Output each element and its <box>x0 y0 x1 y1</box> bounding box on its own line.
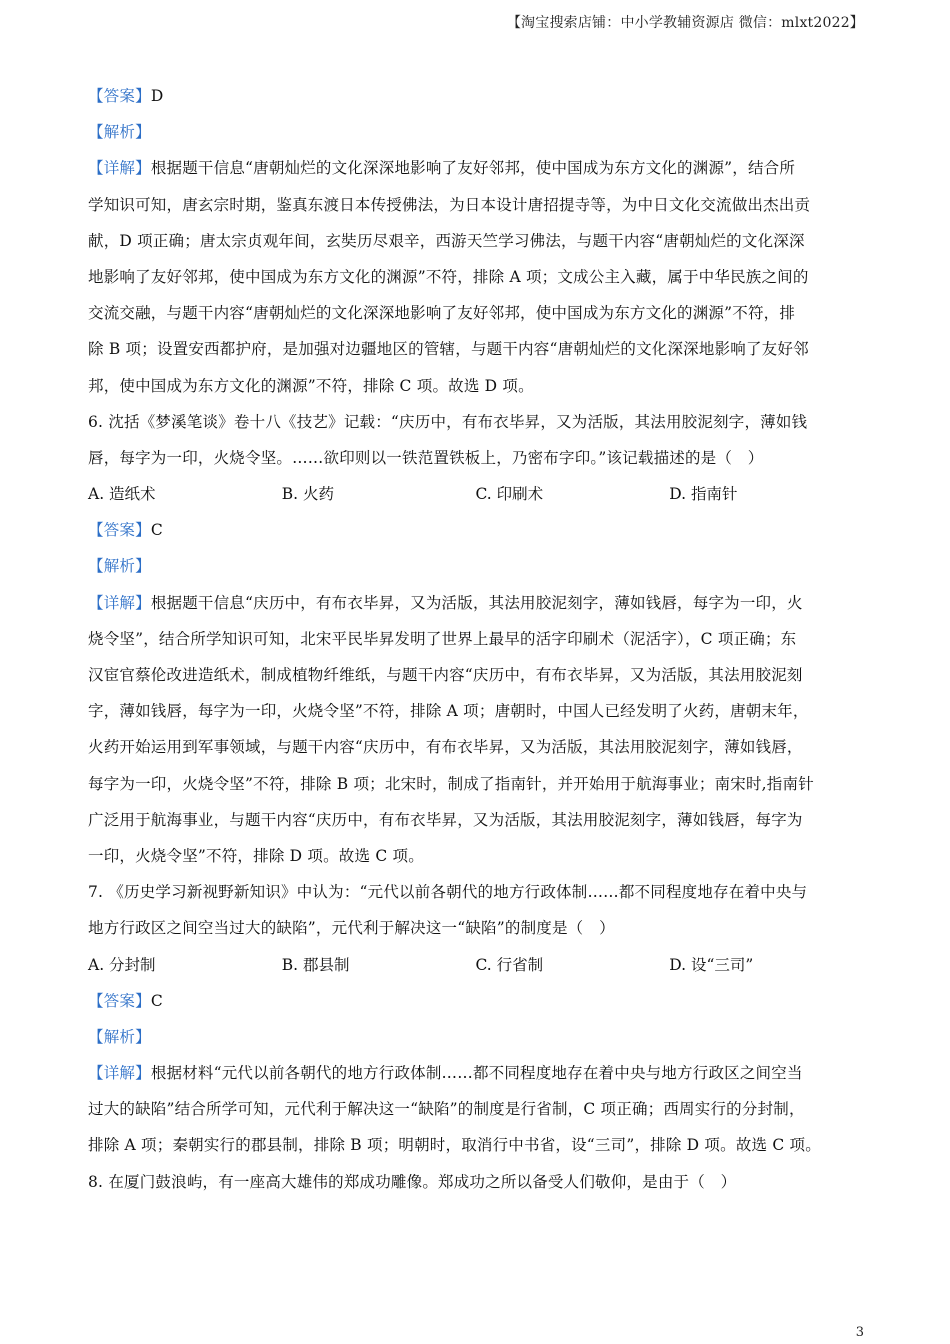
answer-value: C <box>150 521 163 540</box>
analysis-line <box>88 548 863 584</box>
option-a: A. 分封制 <box>88 955 156 974</box>
detail-line: 每字为一印，火烧令坚”不符，排除 B 项；北宋时，制成了指南针，并开始用于航海事业；南宋时,指南针 <box>88 774 814 793</box>
answer-line <box>88 983 863 1019</box>
detail-line: 一印，火烧令坚”不符，排除 D 项。故选 C 项。 <box>88 846 424 865</box>
detail-line: 烧令坚”，结合所学知识可知，北宋平民毕昇发明了世界上最早的活字印刷术（泥活字），C 项正确；东 <box>88 629 797 648</box>
detail-text: 根据题干信息“庆历中，有布衣毕昇，又为活版，其法用胶泥刻字，薄如钱唇，每字为一印，火 <box>150 593 803 612</box>
analysis-tag: 【解析】 <box>88 557 151 576</box>
question-stem: 7. 《历史学习新视野新知识》中认为：“元代以前各朝代的地方行政体制……都不同程度地存在着中央与 <box>88 883 808 902</box>
detail-line: 献，D 项正确；唐太宗贞观年间，玄奘历尽艰辛，西游天竺学习佛法，与题干内容“唐朝灿烂的文化深深 <box>88 231 805 250</box>
answer-tag: 【答案】 <box>88 87 151 105</box>
analysis-tag: 【解析】 <box>88 123 151 142</box>
option-a: A. 造纸术 <box>88 485 156 504</box>
question-stem: 6. 沈括《梦溪笔谈》卷十八《技艺》记载：“庆历中，有布衣毕昇，又为活版，其法用胶泥刻字，薄如钱 <box>88 412 808 431</box>
option-d: D. 指南针 <box>669 485 738 504</box>
detail-line: 汉宦官蔡伦改进造纸术，制成植物纤维纸，与题干内容“庆历中，有布衣毕昇，又为活版，其法用胶泥刻 <box>88 666 803 684</box>
analysis-tag: 【解析】 <box>88 1027 151 1046</box>
question-stem: 唇，每字为一印，火烧令坚。……欲印则以一铁范置铁板上，乃密布字印。”该记载描述的是（ ） <box>88 448 764 467</box>
detail-line: 地影响了友好邻邦，使中国成为东方文化的渊源”不符，排除 A 项；文成公主入藏，属于中华民族之间的 <box>88 267 809 286</box>
option-c: C. 印刷术 <box>475 485 544 504</box>
detail-line: 交流交融，与题干内容“唐朝灿烂的文化深深地影响了友好邻邦，使中国成为东方文化的渊源”不符，排 <box>88 304 796 323</box>
analysis-line <box>88 1019 863 1055</box>
answer-value: C <box>150 991 163 1010</box>
question-stem: 地方行政区之间空当过大的缺陷”，元代利于解决这一“缺陷”的制度是（ ） <box>88 919 615 938</box>
option-b: B. 郡县制 <box>281 955 350 974</box>
page-header: 【淘宝搜索店铺：中小学教辅资源店 微信：mlxt2022】 <box>506 15 864 31</box>
detail-line: 过大的缺陷”结合所学可知，元代利于解决这一“缺陷”的制度是行省制，C 项正确；西周实行的分封制， <box>88 1100 805 1119</box>
detail-line <box>88 150 863 186</box>
detail-tag: 【详解】 <box>88 1064 151 1083</box>
detail-line: 学知识可知，唐玄宗时期，鉴真东渡日本传授佛法，为日本设计唐招提寺等，为中日文化交流做出杰出贡 <box>88 195 811 214</box>
detail-line <box>88 585 863 621</box>
answer-tag: 【答案】 <box>88 991 151 1010</box>
answer-line <box>88 512 863 548</box>
document-body <box>88 78 863 1200</box>
analysis-line <box>88 114 863 150</box>
detail-tag: 【详解】 <box>88 593 151 612</box>
option-b: B. 火药 <box>281 485 334 504</box>
page-number: 3 <box>855 1325 864 1340</box>
option-row <box>88 476 863 512</box>
detail-line: 火药开始运用到军事领域，与题干内容“庆历中，有布衣毕昇，又为活版，其法用胶泥刻字，薄如钱唇， <box>88 738 803 757</box>
question-stem: 8. 在厦门鼓浪屿，有一座高大雄伟的郑成功雕像。郑成功之所以备受人们敬仰，是由于（ ） <box>88 1172 737 1191</box>
detail-line: 邦，使中国成为东方文化的渊源”不符，排除 C 项。故选 D 项。 <box>88 376 534 395</box>
option-row <box>88 947 863 983</box>
detail-text: 根据材料“元代以前各朝代的地方行政体制……都不同程度地存在着中央与地方行政区之间空当 <box>150 1064 803 1083</box>
detail-line <box>88 1055 863 1091</box>
option-d: D. 设“三司” <box>669 955 754 974</box>
answer-value: D <box>150 87 164 105</box>
option-c: C. 行省制 <box>475 955 544 974</box>
detail-line: 字，薄如钱唇，每字为一印，火烧令坚”不符，排除 A 项；唐朝时，中国人已经发明了火药，唐朝末年， <box>88 702 809 721</box>
detail-tag: 【详解】 <box>88 159 151 178</box>
detail-line: 排除 A 项；秦朝实行的郡县制，排除 B 项；明朝时，取消行中书省，设“三司”，排除 D 项。故选 C 项。 <box>88 1136 821 1155</box>
detail-line: 除 B 项；设置安西都护府，是加强对边疆地区的管辖，与题干内容“唐朝灿烂的文化深深地影响了友好邻 <box>88 340 809 359</box>
answer-tag: 【答案】 <box>88 521 151 540</box>
answer-line <box>88 78 863 114</box>
detail-text: 根据题干信息“唐朝灿烂的文化深深地影响了友好邻邦，使中国成为东方文化的渊源”，结合所 <box>150 159 796 178</box>
detail-line: 广泛用于航海事业，与题干内容“庆历中，有布衣毕昇，又为活版，其法用胶泥刻字，薄如钱唇，每字为 <box>88 810 803 829</box>
